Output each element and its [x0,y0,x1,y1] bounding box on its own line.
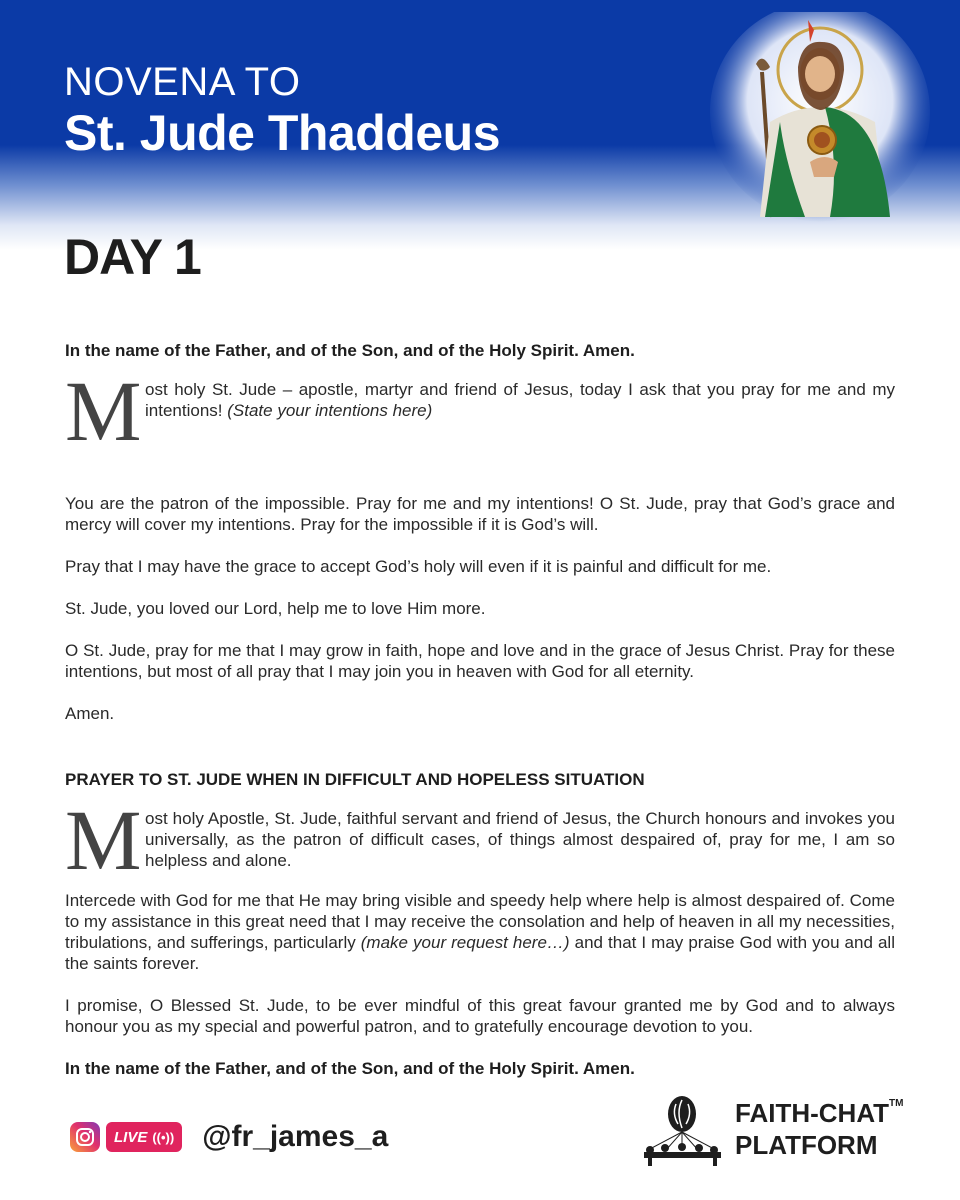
day-label: DAY 1 [64,229,201,285]
broadcast-icon: ((•)) [152,1129,175,1145]
paragraph-1-text: ost holy St. Jude – apostle, martyr and friend of Jesus, today I ask that you pray for me and my intentions! [145,380,895,420]
section-heading: PRAYER TO ST. JUDE WHEN IN DIFFICULT AND HOPELESS SITUATION [65,770,645,789]
paragraph-7 [65,792,895,888]
paragraph-7-text: ost holy Apostle, St. Jude, faithful servant and friend of Jesus, the Church honours and invokes you universally, as the patron of difficult cases, of things almost despaired of, pray for me, I am so helpless and alone. [145,809,895,870]
paragraph-2: You are the patron of the impossible. Pray for me and my intentions! O St. Jude, pray that God’s grace and mercy will cover my intentions. Pray for the impossible if it is God’s will. [65,494,895,534]
paragraph-amen: Amen. [65,704,115,723]
paragraph-1 [65,363,895,459]
paragraph-9: I promise, O Blessed St. Jude, to be ever mindful of this great favour granted me by God and to always honour you as my special and powerful patron, and to gratefully encourage devotion to you. [65,996,895,1036]
opening-blessing: In the name of the Father, and of the Son, and of the Holy Spirit. Amen. [65,341,635,360]
saint-jude-image [710,12,930,232]
paragraph-3: Pray that I may have the grace to accept God’s holy will even if it is painful and difficult for me. [65,557,772,576]
title-small: NOVENA TO [64,60,301,104]
social-footer [70,1120,388,1154]
instagram-icon[interactable] [70,1122,100,1152]
intention-placeholder: (State your intentions here) [227,401,433,420]
prayer-content [65,340,895,1079]
instagram-handle[interactable]: @fr_james_a [202,1120,389,1153]
brand-name-line1: FAITH-CHAT™ [735,1098,904,1128]
drop-cap: M [65,792,142,888]
brand-name-line2: PLATFORM [735,1130,878,1160]
paragraph-8: Intercede with God for me that He may bring visible and speedy help where help is almost despaired of. Come to my assistance in this great need that I may receive the consolation and help of heaven in all my necessities, tribulations, and sufferings, particularly (make your request here…) and that I may praise God with you and all the saints forever. [65,891,895,973]
request-placeholder: (make your request here…) [360,933,570,952]
closing-blessing: In the name of the Father, and of the Son, and of the Holy Spirit. Amen. [65,1059,635,1078]
faith-chat-logo-icon [640,1092,725,1168]
drop-cap: M [65,363,142,459]
faith-chat-brand [640,1090,930,1170]
paragraph-4: St. Jude, you loved our Lord, help me to love Him more. [65,599,486,618]
paragraph-5: O St. Jude, pray for me that I may grow in faith, hope and love and in the grace of Jesus Christ. Pray for these intentions, but most of all pray that I may join you in heaven with God for all eternity. [65,641,895,681]
live-badge[interactable]: LIVE ((•)) [106,1122,182,1152]
page-title: St. Jude Thaddeus [64,105,501,161]
trademark: TM [889,1098,904,1109]
